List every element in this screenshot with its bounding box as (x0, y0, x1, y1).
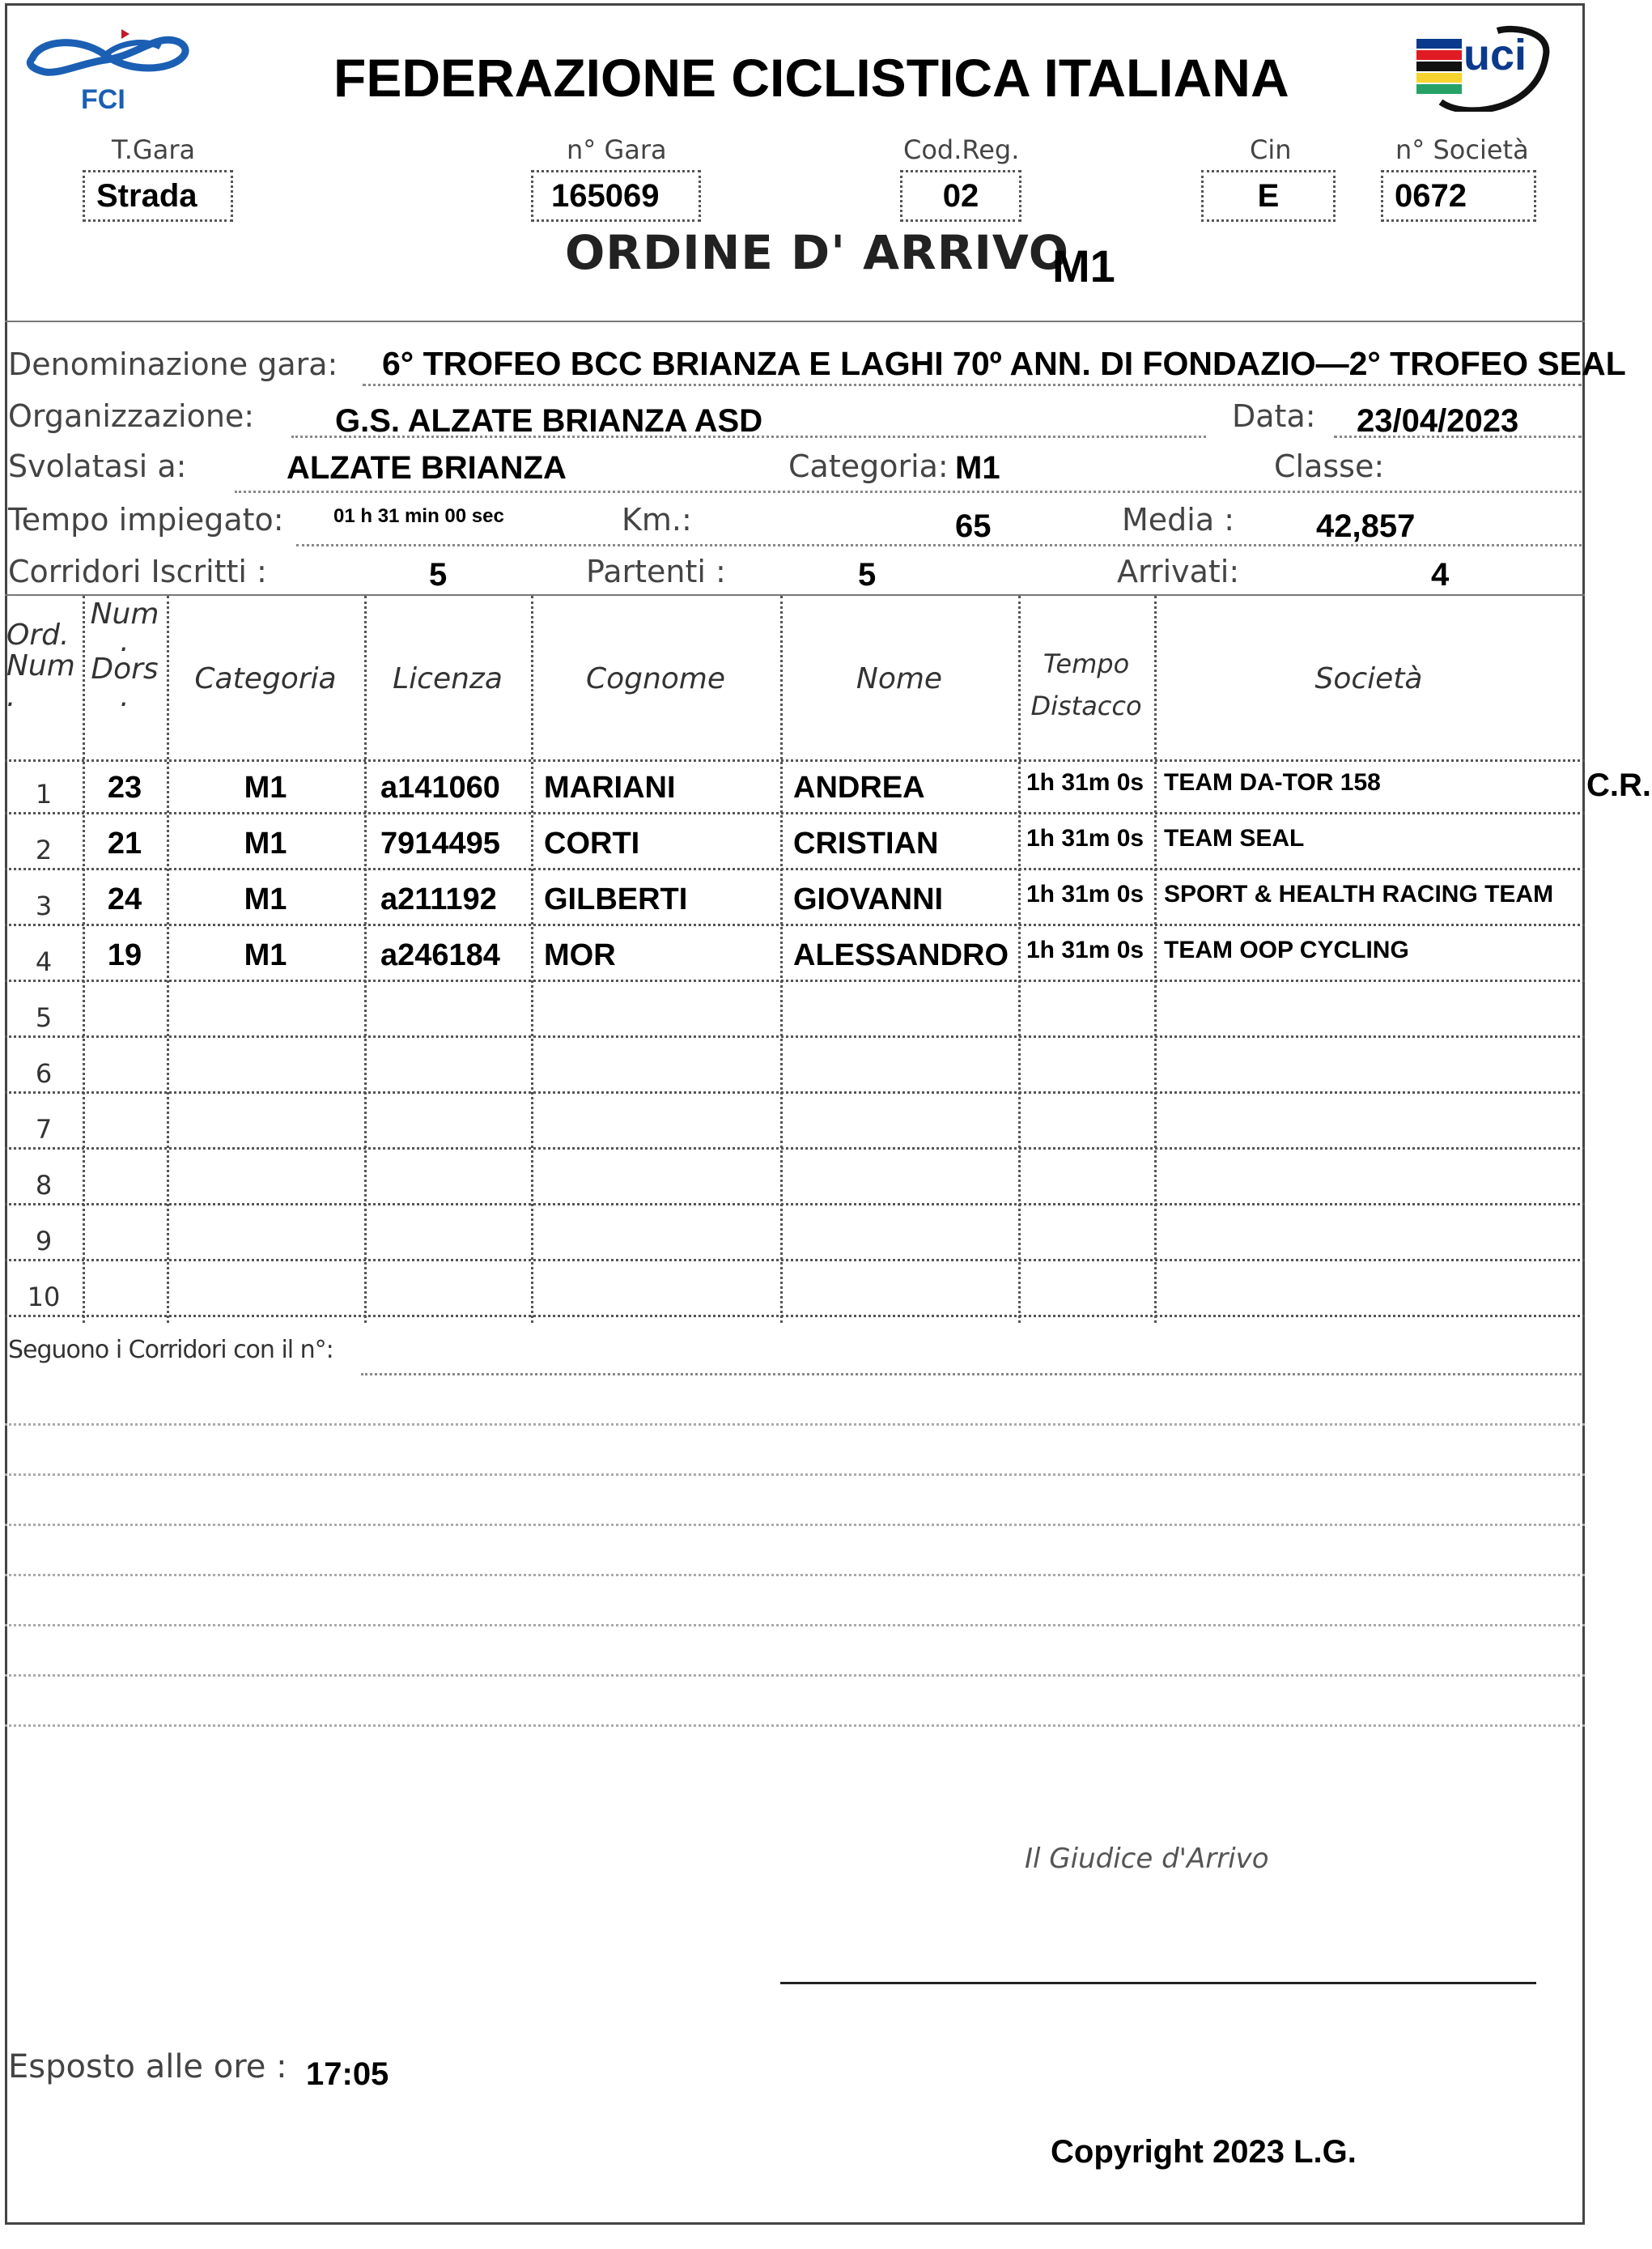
row-order-number: 7 (35, 1114, 53, 1145)
table-row-divider (5, 1315, 1585, 1317)
cell-nome: ALESSANDRO (793, 938, 1009, 972)
cell-societa: SPORT & HEALTH RACING TEAM (1164, 881, 1554, 908)
categoria-label: Categoria: (788, 449, 949, 484)
cell-cognome: MOR (544, 938, 616, 972)
cr-side-note: C.R. (1586, 767, 1651, 803)
signature-line (780, 1982, 1536, 1984)
form-separator (5, 594, 1585, 596)
partenti-value: 5 (858, 557, 877, 593)
svg-text:FCI: FCI (81, 84, 125, 112)
t-gara-box: Strada (83, 170, 233, 222)
esposto-label: Esposto alle ore : (8, 2048, 287, 2085)
cell-dors: 24 (107, 882, 142, 916)
svolatasi-value: ALZATE BRIANZA (287, 450, 567, 486)
table-row-divider (5, 1147, 1585, 1150)
n-gara-label: n° Gara (567, 134, 667, 165)
table-row-divider (5, 1035, 1585, 1038)
header-tempo-distacco: Tempo Distacco (1030, 648, 1142, 721)
document-category: M1 (1052, 240, 1115, 291)
cell-tempo: 1h 31m 0s (1026, 881, 1145, 908)
n-societa-label: n° Società (1395, 134, 1529, 165)
fci-logo-icon (24, 23, 196, 112)
cell-tempo: 1h 31m 0s (1026, 769, 1145, 796)
row-order-number: 1 (35, 779, 53, 810)
media-label: Media : (1122, 502, 1235, 538)
table-row-divider (5, 812, 1585, 814)
classe-label: Classe: (1274, 449, 1385, 484)
row-order-number: 5 (35, 1002, 53, 1033)
table-row-divider (5, 1091, 1585, 1094)
cell-cognome: MARIANI (544, 771, 676, 805)
uci-logo-icon (1416, 23, 1554, 112)
cell-tempo: 1h 31m 0s (1026, 937, 1145, 963)
cell-cat: M1 (244, 882, 287, 916)
header-licenza: Licenza (393, 662, 503, 695)
row-order-number: 10 (27, 1282, 61, 1312)
cell-nome: CRISTIAN (793, 827, 939, 861)
copyright: Copyright 2023 L.G. (1051, 2134, 1357, 2170)
organizzazione-value: G.S. ALZATE BRIANZA ASD (335, 403, 763, 439)
page-frame (5, 3, 1585, 2225)
esposto-value: 17:05 (306, 2056, 389, 2092)
partenti-label: Partenti : (586, 554, 726, 589)
km-label: Km.: (622, 502, 692, 538)
denominazione-label: Denominazione gara: (8, 346, 338, 382)
tempo-label: Tempo impiegato: (8, 502, 284, 538)
header-num-dors: Num . Dors . (90, 597, 159, 713)
t-gara-label: T.Gara (112, 134, 196, 165)
organizzazione-label: Organizzazione: (8, 398, 255, 434)
row-order-number: 4 (35, 946, 53, 977)
table-row-divider (5, 868, 1585, 870)
data-value: 23/04/2023 (1357, 403, 1519, 439)
header-societa: Società (1314, 662, 1423, 695)
cell-cat: M1 (244, 827, 287, 861)
cell-dors: 21 (107, 827, 142, 861)
tempo-value: 01 h 31 min 00 sec (333, 505, 504, 527)
iscritti-value: 5 (429, 557, 448, 593)
cell-dors: 23 (107, 771, 142, 805)
cell-dors: 19 (107, 938, 142, 972)
row-order-number: 8 (35, 1170, 53, 1201)
row-order-number: 3 (35, 891, 53, 921)
n-gara-box: 165069 (531, 170, 701, 222)
giudice-label: Il Giudice d'Arrivo (1025, 1843, 1269, 1875)
cell-tempo: 1h 31m 0s (1026, 825, 1145, 852)
svg-text:uci: uci (1463, 31, 1527, 79)
arrivati-value: 4 (1431, 557, 1450, 593)
seguono-label: Seguono i Corridori con il n°: (8, 1336, 333, 1364)
categoria-value: M1 (955, 450, 1000, 486)
header-nome: Nome (856, 662, 943, 695)
iscritti-label: Corridori Iscritti : (8, 554, 267, 589)
cell-cat: M1 (244, 938, 287, 972)
cell-societa: TEAM OOP CYCLING (1164, 937, 1409, 963)
table-row-divider (5, 1203, 1585, 1205)
cin-label: Cin (1250, 134, 1292, 165)
document-title: ORDINE D' ARRIVO (565, 225, 1070, 280)
cell-cognome: CORTI (544, 827, 640, 861)
header-cognome: Cognome (585, 662, 726, 695)
cell-cat: M1 (244, 771, 287, 805)
cell-societa: TEAM SEAL (1164, 825, 1305, 852)
cell-licenza: a211192 (380, 882, 497, 916)
cell-licenza: 7914495 (380, 827, 500, 861)
cell-nome: GIOVANNI (793, 882, 944, 916)
n-societa-box: 0672 (1381, 170, 1536, 222)
cod-reg-label: Cod.Reg. (903, 134, 1020, 165)
media-value: 42,857 (1316, 508, 1416, 544)
denominazione-value: 6° TROFEO BCC BRIANZA E LAGHI 70º ANN. DI FONDAZIO—2° TROFEO SEAL (382, 345, 1626, 382)
data-label: Data: (1232, 398, 1316, 434)
cell-licenza: a141060 (380, 771, 500, 805)
header-ord: Ord. Num . (6, 619, 75, 713)
table-row-divider (5, 1259, 1585, 1261)
cell-licenza: a246184 (380, 938, 500, 972)
cell-nome: ANDREA (793, 771, 925, 805)
cod-reg-box: 02 (900, 170, 1021, 222)
header-separator (5, 321, 1585, 322)
cell-cognome: GILBERTI (544, 882, 688, 916)
svolatasi-label: Svolatasi a: (8, 449, 187, 484)
row-order-number: 9 (35, 1226, 53, 1256)
cell-societa: TEAM DA-TOR 158 (1164, 769, 1381, 796)
header-categoria: Categoria (194, 662, 337, 695)
km-value: 65 (955, 508, 992, 544)
arrivati-label: Arrivati: (1117, 554, 1240, 589)
cin-box: E (1201, 170, 1336, 222)
table-row-divider (5, 924, 1585, 926)
row-order-number: 6 (35, 1058, 53, 1089)
table-row-divider (5, 980, 1585, 982)
row-order-number: 2 (35, 835, 53, 865)
federation-title: FEDERAZIONE CICLISTICA ITALIANA (333, 48, 1289, 108)
